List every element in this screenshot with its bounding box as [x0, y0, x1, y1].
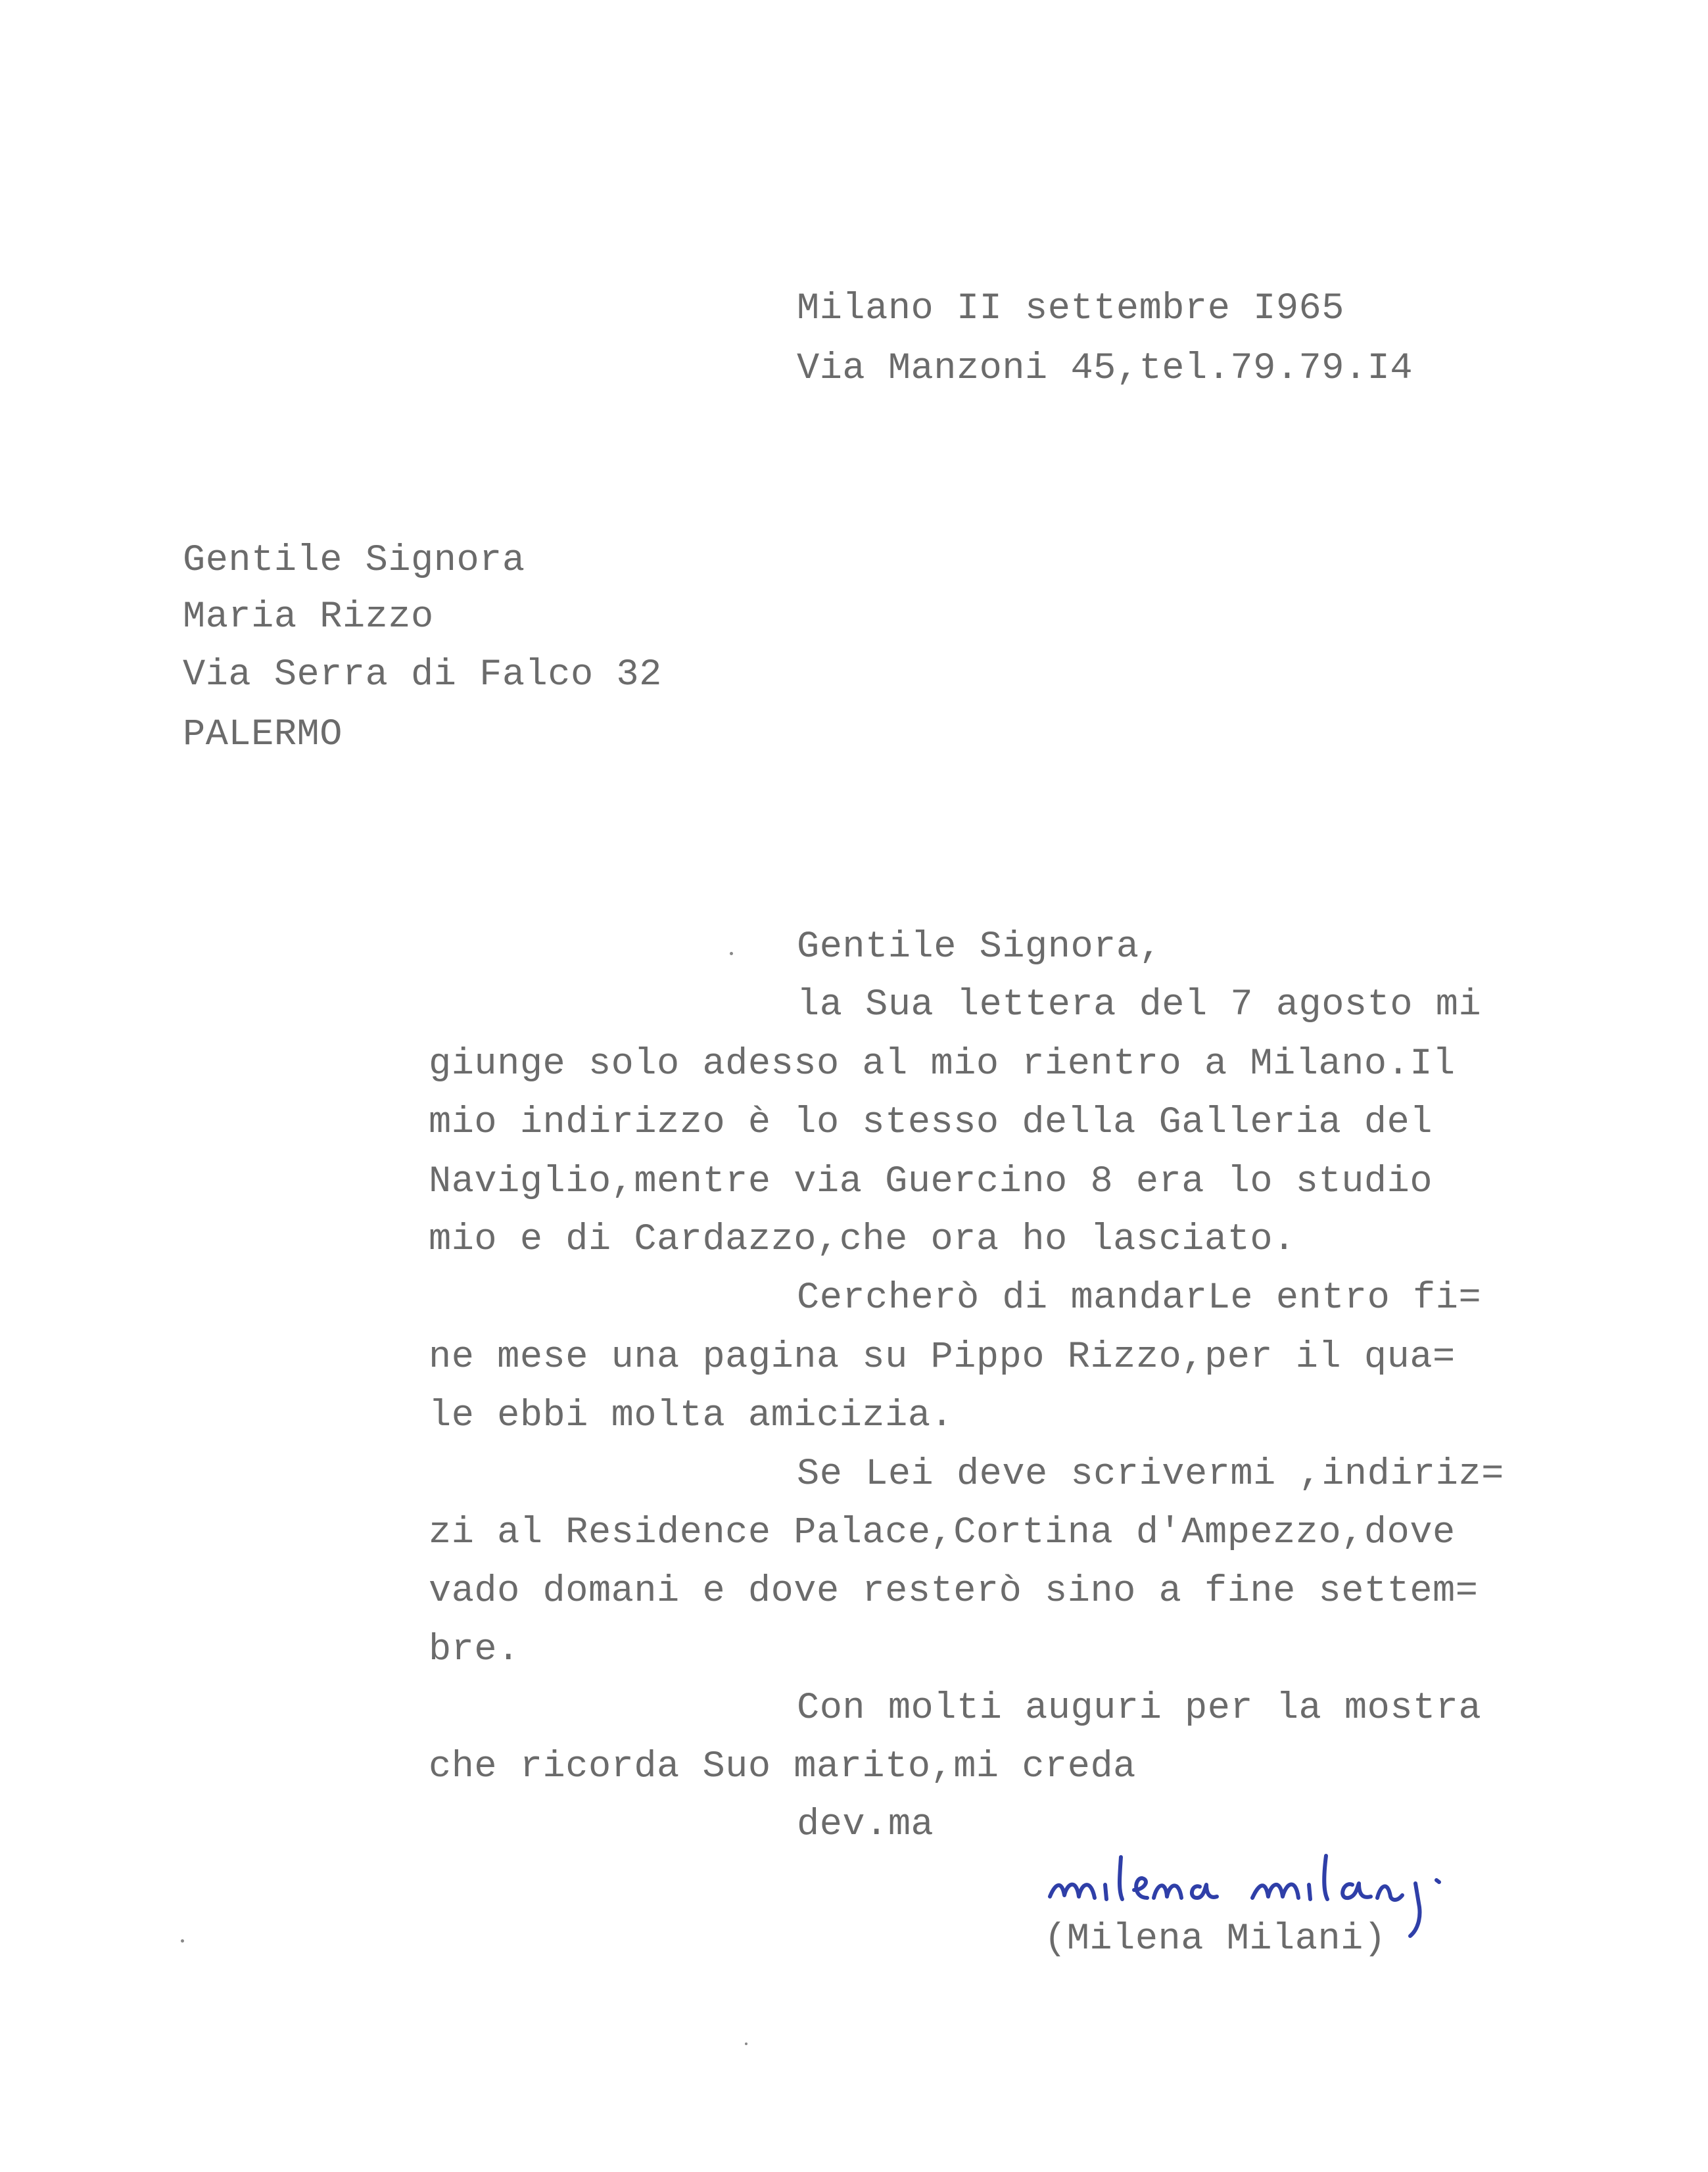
recipient-name: Maria Rizzo	[183, 596, 434, 638]
date-line: Milano II settembre I965	[797, 288, 1344, 330]
sender-address-line: Via Manzoni 45,tel.79.79.I4	[797, 348, 1413, 390]
stray-mark	[745, 2042, 747, 2045]
recipient-street: Via Serra di Falco 32	[183, 654, 662, 696]
body-line: zi al Residence Palace,Cortina d'Ampezzo,dove	[429, 1512, 1456, 1554]
body-line: ne mese una pagina su Pippo Rizzo,per il qua=	[429, 1336, 1456, 1379]
body-line: che ricorda Suo marito,mi creda	[429, 1746, 1136, 1788]
body-line: giunge solo adesso al mio rientro a Milano.Il	[429, 1043, 1456, 1085]
body-line: Con molti auguri per la mostra	[797, 1688, 1482, 1730]
signer-name: (Milena Milani)	[1044, 1918, 1387, 1960]
stray-mark	[181, 1939, 184, 1943]
body-line: mio indirizzo è lo stesso della Galleria del	[429, 1102, 1433, 1144]
body-line: mio e di Cardazzo,che ora ho lasciato.	[429, 1219, 1296, 1261]
stray-mark	[730, 952, 733, 955]
body-line: Naviglio,mentre via Guercino 8 era lo studio	[429, 1161, 1433, 1203]
body-line: le ebbi molta amicizia.	[429, 1395, 954, 1437]
recipient-city: PALERMO	[183, 714, 343, 756]
recipient-salutation: Gentile Signora	[183, 540, 525, 582]
body-line: la Sua lettera del 7 agosto mi	[797, 984, 1482, 1026]
body-line: Se Lei deve scrivermi ,indiriz=	[797, 1453, 1504, 1496]
body-line: vado domani e dove resterò sino a fine settem=	[429, 1570, 1479, 1613]
body-line: Cercherò di mandarLe entro fi=	[797, 1277, 1482, 1319]
valediction: dev.ma	[797, 1804, 934, 1846]
letter-greeting: Gentile Signora,	[797, 926, 1162, 968]
body-line: bre.	[429, 1629, 520, 1671]
